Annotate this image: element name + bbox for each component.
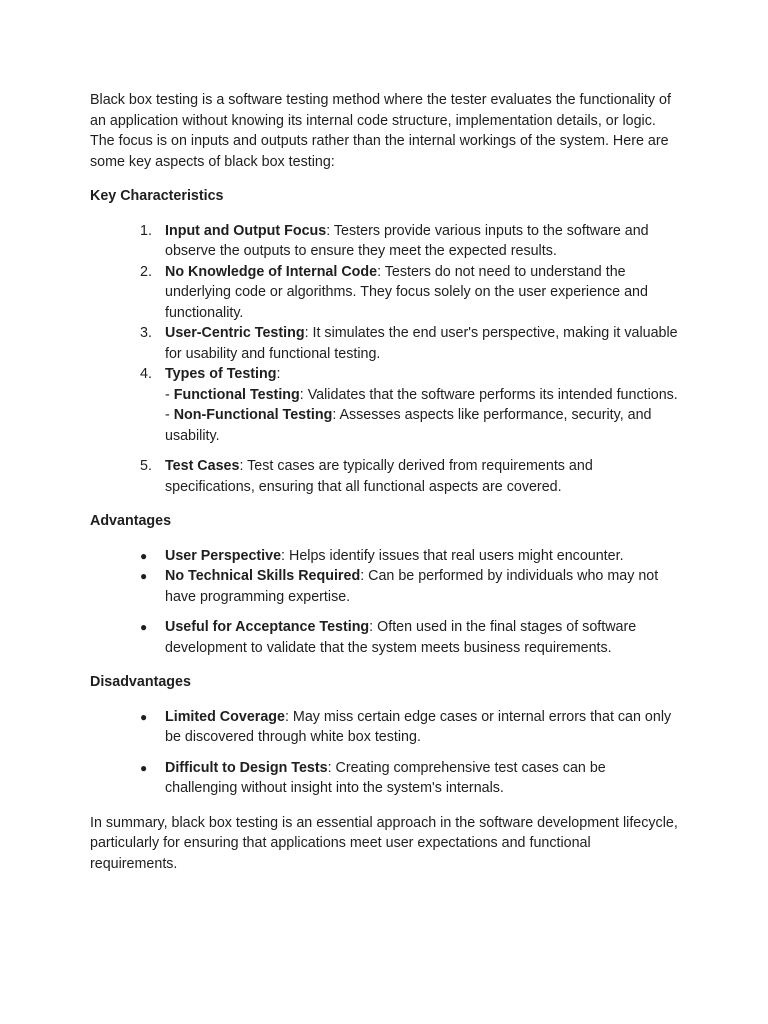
sub-item-text: : Assesses aspects like performance, security, and usability. [165,407,652,444]
item-term: User Perspective [165,547,282,564]
list-item [90,456,680,497]
list-item [90,364,680,446]
item-text: : May miss certain edge cases or internal errors that can only be discovered through white box testing. [165,708,672,745]
item-term: Types of Testing [165,366,277,382]
section-heading-key-characteristics: Key Characteristics [90,188,224,204]
list-item [90,546,680,567]
sub-item-term: Functional Testing [173,386,300,403]
item-term: No Knowledge of Internal Code [165,263,378,280]
section-heading-disadvantages: Disadvantages [90,674,191,690]
list-number: 2. [140,263,152,280]
item-term: Limited Coverage [165,708,285,725]
item-text: : Testers provide various inputs to the software and observe the outputs to ensure they meet the expected results. [165,222,649,259]
bullet-icon: ● [140,760,148,775]
list-item [90,617,680,658]
item-term: No Technical Skills Required [165,568,361,584]
bullet-icon: ● [140,620,148,634]
item-term: User-Centric Testing [165,325,305,341]
summary-paragraph: In summary, black box testing is an essential approach in the software development lifecycle, particularly for ensuring that applications meet user expectations and functional requirements. [90,814,678,872]
item-term: Input and Output Focus [165,222,327,239]
list-number: 3. [140,325,152,341]
item-text: : [276,366,281,382]
item-term: Difficult to Design Tests [165,759,328,776]
list-item [90,566,680,607]
sub-item-prefix: - [165,407,174,423]
intro-paragraph: Black box testing is a software testing method where the tester evaluates the functionality of an application without knowing its internal code structure, implementation details, or logic. The focus is on inputs and outputs rather than the internal workings of the system. Here are some key aspects of black box testing: [90,92,671,170]
list-item [90,262,680,324]
item-text: : Often used in the final stages of software development to validate that the system meets business requirements. [165,619,637,656]
list-item [90,221,680,262]
item-term: Test Cases [165,458,240,474]
item-text: : Testers do not need to understand the underlying code or algorithms. They focus solely on the user experience and functionality. [165,263,648,321]
bullet-icon: ● [140,709,148,724]
list-number: 1. [140,222,152,239]
document-page [90,90,680,874]
sub-item [165,405,680,446]
sub-item-text: : Validates that the software performs its intended functions. [299,386,678,403]
list-item [90,707,680,748]
bullet-icon: ● [140,548,148,563]
advantages-list [90,546,680,659]
list-item [90,758,680,799]
sub-item-term: Non-Functional Testing [173,407,333,423]
item-text: : Test cases are typically derived from requirements and specifications, ensuring that all functional aspects are covered. [165,458,593,495]
key-characteristics-list [90,221,680,498]
list-number: 4. [140,366,152,382]
list-item [90,323,680,364]
item-text: : Creating comprehensive test cases can be challenging without insight into the system's internals. [165,759,606,796]
sub-item [165,385,680,406]
list-number: 5. [140,458,152,474]
item-term: Useful for Acceptance Testing [165,619,370,635]
bullet-icon: ● [140,569,148,583]
disadvantages-list [90,707,680,799]
item-text: : Helps identify issues that real users might encounter. [281,547,624,564]
section-heading-advantages: Advantages [90,513,172,529]
item-text: : It simulates the end user's perspective, making it valuable for usability and functional testing. [165,325,678,362]
sub-item-prefix: - [165,386,174,403]
item-text: : Can be performed by individuals who may not have programming expertise. [165,568,659,605]
